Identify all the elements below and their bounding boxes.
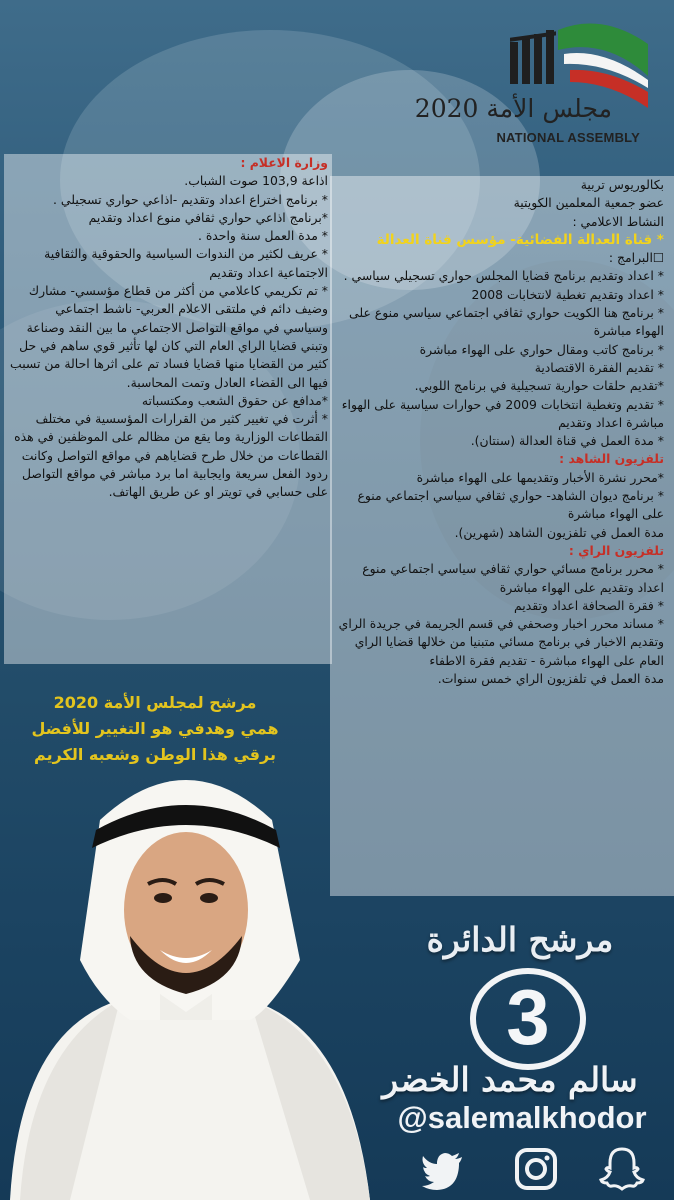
twitter-icon[interactable]: [420, 1145, 468, 1193]
bio-line: بكالوريوس تربية: [580, 177, 664, 192]
bio-line: * محرر برنامج مسائي حواري ثقافي سياسي اجتماعي منوع اعداد وتقديم على الهواء مباشرة: [362, 561, 664, 595]
bio-line: *محرر نشرة الأخبار وتقديمها على الهواء مباشرة: [416, 469, 664, 485]
ministry-heading: وزارة الاعلام :: [240, 155, 328, 170]
bio-line: * مدة العمل سنة واحدة .: [197, 228, 328, 244]
slogan-line: مرشح لمجلس الأمة 2020: [53, 693, 257, 712]
assembly-emblem-icon: [480, 8, 670, 148]
bio-line: مدة العمل في تلفزيون الراي خمس سنوات.: [437, 671, 664, 687]
logo-title-arabic: مجلس الأمة 2020: [414, 94, 612, 123]
bio-line: * أثرت في تغيير كثير من القرارات المؤسسية في مختلف القطاعات الوزارية وما يقع من مظالم على الموظفين في هذه القطاعات من خلال طرح قضاياهم في مواقع التواصل وكانت ردود الفعل سريعة وايجابية اما برد مباشر في مواقع التواصل على حسابي في تويتر او عن طريق الهاتف.: [14, 411, 328, 500]
snapchat-icon[interactable]: [598, 1145, 646, 1193]
candidate-portrait: [0, 750, 380, 1200]
slogan-line: همي وهدفي هو التغيير للأفضل: [31, 719, 279, 738]
bio-line: عضو جمعية المعلمين الكويتية: [513, 195, 664, 211]
district-number: 3: [506, 973, 550, 1061]
bio-line: * تقديم الفقرة الاقتصادية: [534, 359, 664, 375]
right-bio-column: [336, 176, 664, 688]
slogan-line: برقي هذا الوطن وشعبه الكريم: [34, 745, 276, 764]
logo-title-english: NATIONAL ASSEMBLY: [496, 130, 640, 145]
left-bio-column: [10, 154, 328, 502]
bio-line: *مدافع عن حقوق الشعب ومكتسباته: [141, 392, 328, 408]
instagram-icon[interactable]: [512, 1145, 560, 1193]
bio-line: * مساند محرر اخبار وصحفي في قسم الجريمة في جريدة الراي وتقديم الاخبار في برنامج مسائي متبنيا من خلالها قضايا الراي العام على الهواء مباشرة - تقديم فقرة الاطفاء: [338, 616, 664, 668]
bio-line: *برنامج اذاعي حواري ثقافي منوع اعداد وتقديم: [88, 209, 328, 225]
bio-line: * تقديم وتغطية انتخابات 2009 في حوارات سياسية على الهواء مباشرة اعداد وتقديم: [341, 396, 664, 430]
bio-line: النشاط الاعلامي :: [572, 213, 664, 229]
bio-line: * اعداد وتقديم تغطية لانتخابات 2008: [471, 286, 664, 302]
bio-line: اذاعة 103,9 صوت الشباب.: [184, 173, 328, 189]
bio-line: مدة العمل في تلفزيون الشاهد (شهرين).: [454, 524, 664, 540]
bio-line: * مدة العمل في قناة العدالة (سنتان).: [470, 433, 664, 449]
bio-line: * برنامج ديوان الشاهد- حواري ثقافي سياسي اجتماعي منوع على الهواء مباشرة: [357, 488, 664, 522]
alrai-tv-heading: تلفزيون الراي :: [568, 542, 664, 558]
bio-line: * اعداد وتقديم برنامج قضايا المجلس حواري تسجيلي سياسي .: [343, 268, 664, 284]
shahed-tv-heading: تلفزيون الشاهد :: [559, 451, 664, 467]
bio-line: * عريف لكثير من الندوات السياسية والحقوقية والثقافية الاجتماعية اعداد وتقديم: [44, 246, 328, 280]
bio-line: * تم تكريمي كاعلامي من أكثر من قطاع مؤسسي- مشارك وضيف دائم في ملتقى الاعلام العربي- ناشط اجتماعي وسياسي في مواقع التواصل الاجتماعي ما بين النقد وصناعة وتبني قضايا الراي العام التي كان لها تأثير قوي ساهم في حل كثير من القضايا منها قضايا فساد تم على اثرها احالة من تسبب فيها الى القضاء العادل وتمت المحاسبة.: [10, 283, 328, 390]
bio-line: * برنامج كاتب ومقال حواري على الهواء مباشرة: [419, 341, 664, 357]
bio-line: *تقديم حلقات حوارية تسجيلية في برنامج اللوبي.: [414, 378, 664, 394]
candidate-name: سالم محمد الخضر: [382, 1060, 638, 1099]
bio-line: * برنامج اختراع اعداد وتقديم -اذاعي حواري تسجيلي .: [53, 191, 328, 207]
social-handle: @salemalkhodor: [397, 1100, 647, 1135]
programs-label: ☐البرامج :: [608, 250, 664, 266]
candidate-figure-icon: [0, 750, 380, 1200]
national-assembly-logo: [414, 8, 670, 148]
bio-line: * فقرة الصحافة اعداد وتقديم: [514, 597, 664, 613]
bio-line: * برنامج هنا الكويت حواري ثقافي اجتماعي سياسي منوع على الهواء مباشرة: [349, 305, 664, 339]
justice-channel-heading: * قناة العدالة الفضائية- مؤسس قناة العدالة: [376, 231, 664, 248]
district-title: مرشح الدائرة: [426, 920, 614, 959]
